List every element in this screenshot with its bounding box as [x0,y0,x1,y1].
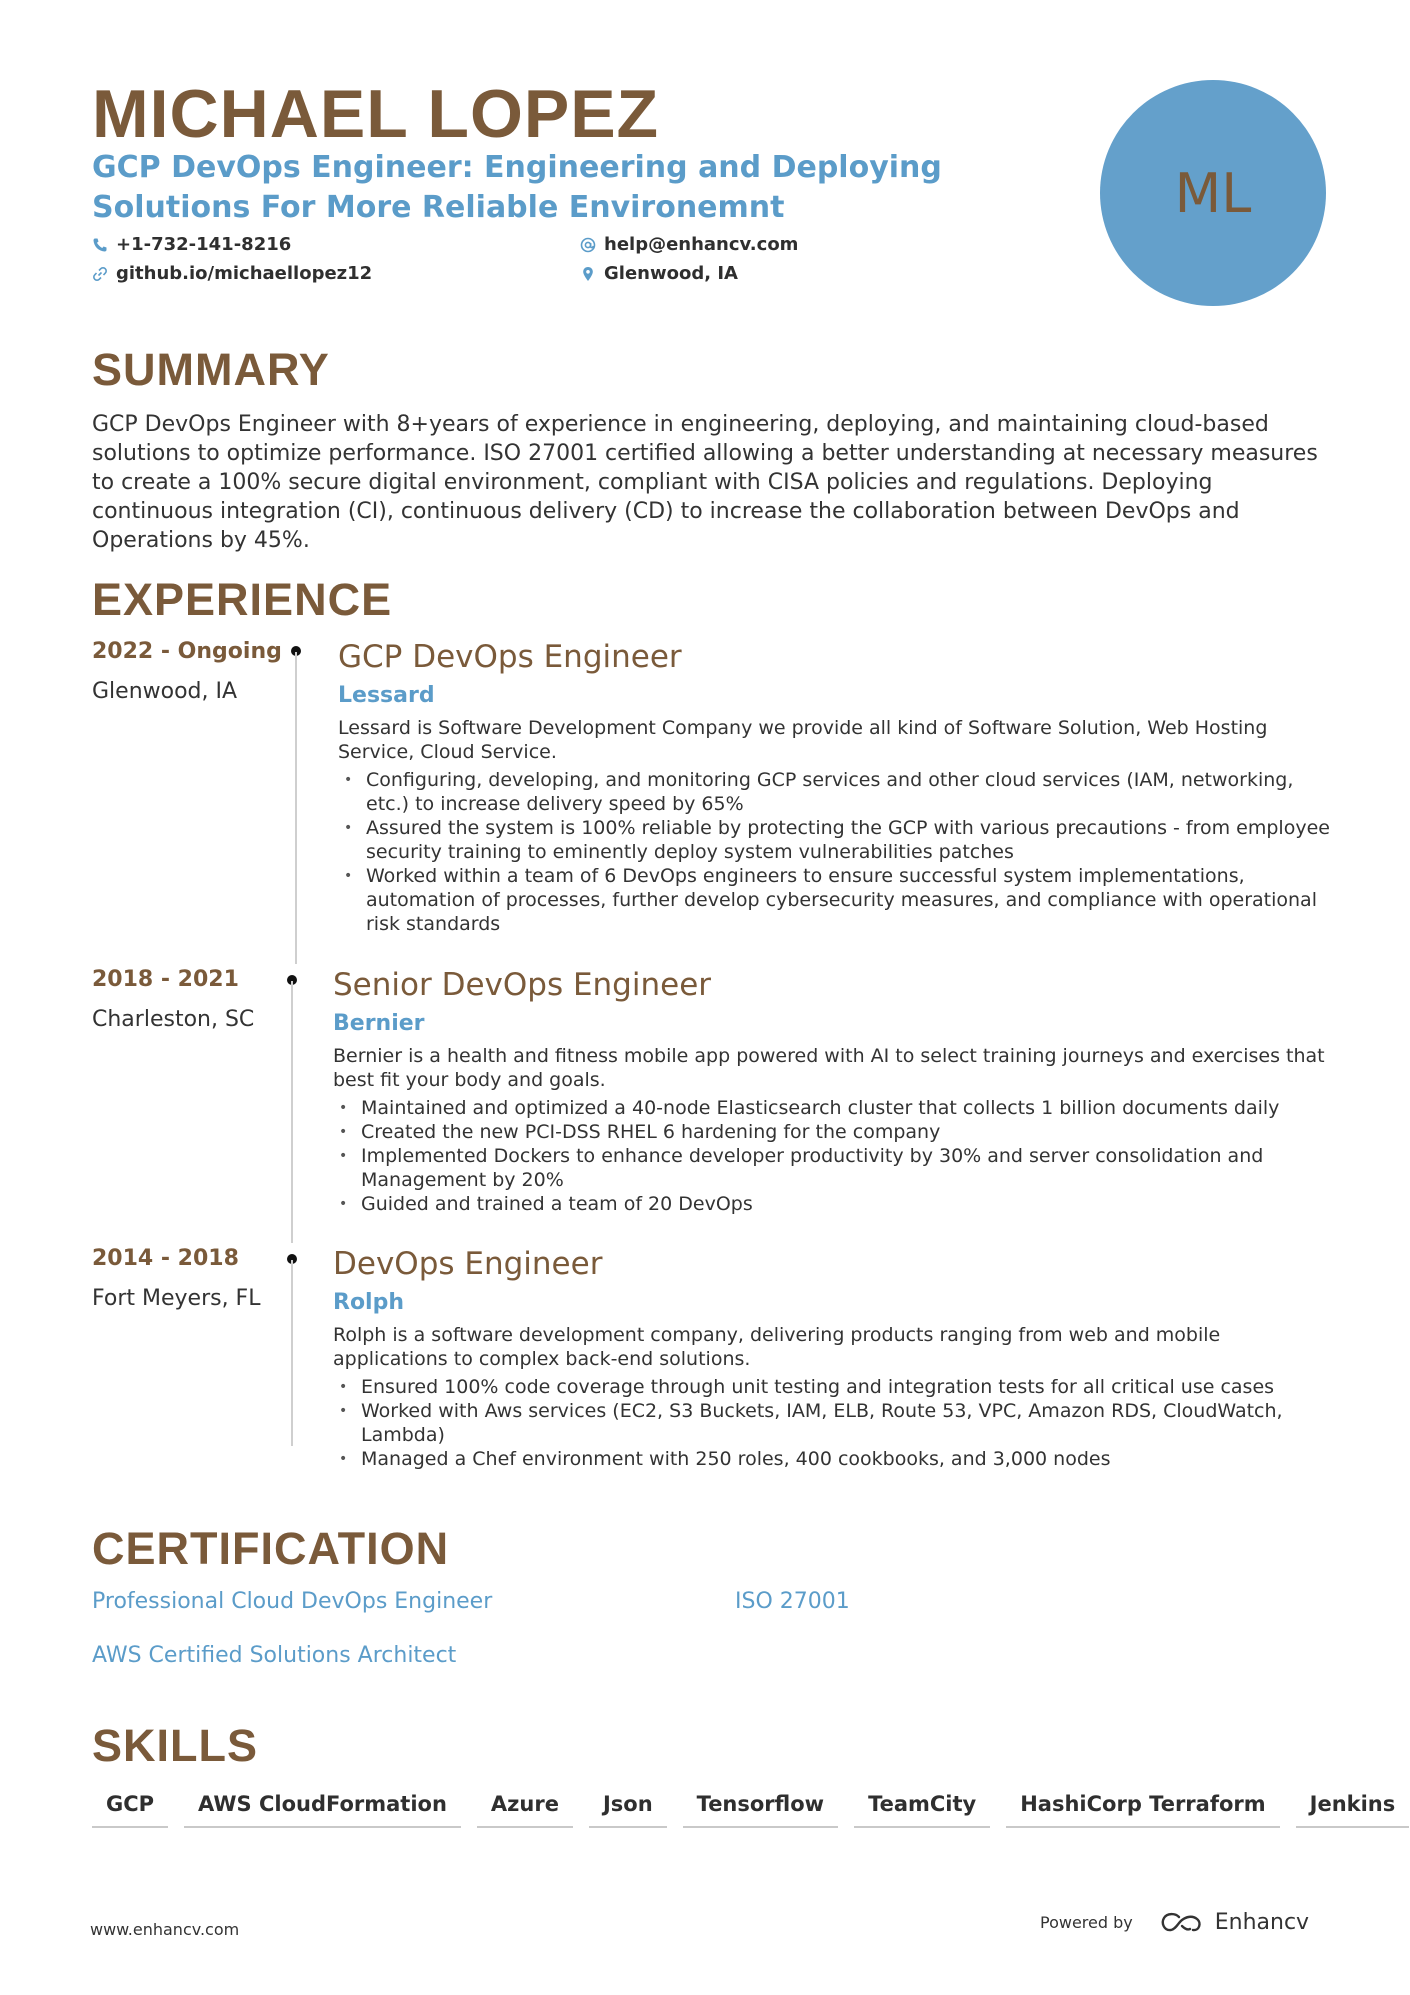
summary-title: SUMMARY [92,344,330,395]
headline: GCP DevOps Engineer: Engineering and Deploying Solutions For More Reliable Environemnt [92,150,942,225]
bullet-item: • Worked with Aws services (EC2, S3 Buckets, IAM, ELB, Route 53, VPC, Amazon RDS, CloudWatch, Lambda) [333,1399,1333,1447]
skill-tag: AWS CloudFormation [184,1790,461,1828]
link-icon [92,266,108,282]
experience-entry [333,966,1333,1216]
skills-list [92,1790,1409,1828]
contact-email [580,233,798,257]
experience-dates: 2022 - Ongoing [92,639,282,664]
phone-text: +1-732-141-8216 [116,234,292,255]
timeline-line [291,981,293,1243]
experience-company: Lessard [338,683,435,708]
candidate-name: MICHAEL LOPEZ [92,76,660,152]
skill-tag: Json [589,1790,667,1828]
experience-role: Senior DevOps Engineer [333,967,712,1003]
bullet-item: • Created the new PCI-DSS RHEL 6 hardening for the company [333,1120,1333,1144]
bullet-item: • Ensured 100% code coverage through unit testing and integration tests for all critical use cases [333,1375,1333,1399]
experience-bullets [333,1096,1333,1216]
certification-item: AWS Certified Solutions Architect [92,1643,457,1668]
skill-tag: TeamCity [854,1790,990,1828]
experience-dates: 2014 - 2018 [92,1246,239,1271]
certification-item: Professional Cloud DevOps Engineer [92,1589,493,1614]
experience-bullets [338,768,1338,936]
enhancv-logo-icon [1159,1911,1205,1935]
contact-location [580,262,738,286]
skill-tag: Azure [477,1790,573,1828]
link-text[interactable]: github.io/michaellopez12 [116,263,373,284]
bullet-item: • Implemented Dockers to enhance developer productivity by 30% and server consolidation and Management by 20% [333,1144,1333,1192]
bullet-item: • Configuring, developing, and monitoring GCP services and other cloud services (IAM, networking, etc.) to increase delivery speed by 65% [338,768,1338,816]
avatar [1100,80,1326,306]
phone-icon [92,237,108,253]
experience-location: Fort Meyers, FL [92,1286,261,1311]
bullet-item: • Guided and trained a team of 20 DevOps [333,1192,1333,1216]
experience-company: Bernier [333,1011,425,1036]
timeline-line [291,1260,293,1446]
experience-description: Lessard is Software Development Company we provide all kind of Software Solution, Web Hosting Service, Cloud Service. [338,717,1268,763]
timeline-line [295,652,297,964]
experience-entry [333,1245,1333,1471]
contact-phone [92,233,291,257]
experience-location: Charleston, SC [92,1007,255,1032]
summary-text: GCP DevOps Engineer with 8+years of experience in engineering, deploying, and maintaining cloud-based solutions to optimize performance. ISO 27001 certified allowing a better understanding at necessary measures to create a 100% secure digital environment, compliant with CISA policies and regulations. Deploying continuous integration (CI), continuous delivery (CD) to increase the collaboration between DevOps and Operations by 45%. [92,412,1318,553]
experience-entry [338,638,1338,936]
pin-icon [580,266,596,282]
experience-description: Bernier is a health and fitness mobile app powered with AI to select training journeys and exercises that best fit your body and goals. [333,1045,1325,1091]
experience-description: Rolph is a software development company, delivering products ranging from web and mobile applications to complex back-end solutions. [333,1324,1221,1370]
experience-role: GCP DevOps Engineer [338,639,682,675]
brand-name[interactable]: Enhancv [1214,1910,1310,1935]
experience-company: Rolph [333,1290,405,1315]
footer-website[interactable]: www.enhancv.com [90,1920,240,1939]
bullet-item: • Maintained and optimized a 40-node Elasticsearch cluster that collects 1 billion documents daily [333,1096,1333,1120]
email-text[interactable]: help@enhancv.com [604,234,799,255]
skills-title: SKILLS [92,1720,259,1771]
experience-bullets [333,1375,1333,1471]
at-icon [580,237,596,253]
skill-tag: Jenkins [1296,1790,1410,1828]
contact-link [92,262,372,286]
certification-title: CERTIFICATION [92,1523,450,1574]
bullet-item: • Assured the system is 100% reliable by protecting the GCP with various precautions - from employee security training to eminently deploy system vulnerabilities patches [338,816,1338,864]
skill-tag: GCP [92,1790,168,1828]
bullet-item: • Managed a Chef environment with 250 roles, 400 cookbooks, and 3,000 nodes [333,1447,1333,1471]
location-text: Glenwood, IA [604,263,738,284]
avatar-initials: ML [1174,161,1252,225]
experience-dates: 2018 - 2021 [92,967,239,992]
powered-by-text: Powered by [1040,1913,1133,1932]
bullet-item: • Worked within a team of 6 DevOps engineers to ensure successful system implementations, automation of processes, further develop cybersecurity measures, and compliance with operational risk standards [338,864,1338,936]
skill-tag: Tensorflow [683,1790,838,1828]
experience-role: DevOps Engineer [333,1246,603,1282]
skill-tag: HashiCorp Terraform [1006,1790,1279,1828]
experience-title: EXPERIENCE [92,574,393,625]
footer-branding [1040,1910,1309,1935]
certification-item: ISO 27001 [735,1589,850,1614]
experience-location: Glenwood, IA [92,679,238,704]
